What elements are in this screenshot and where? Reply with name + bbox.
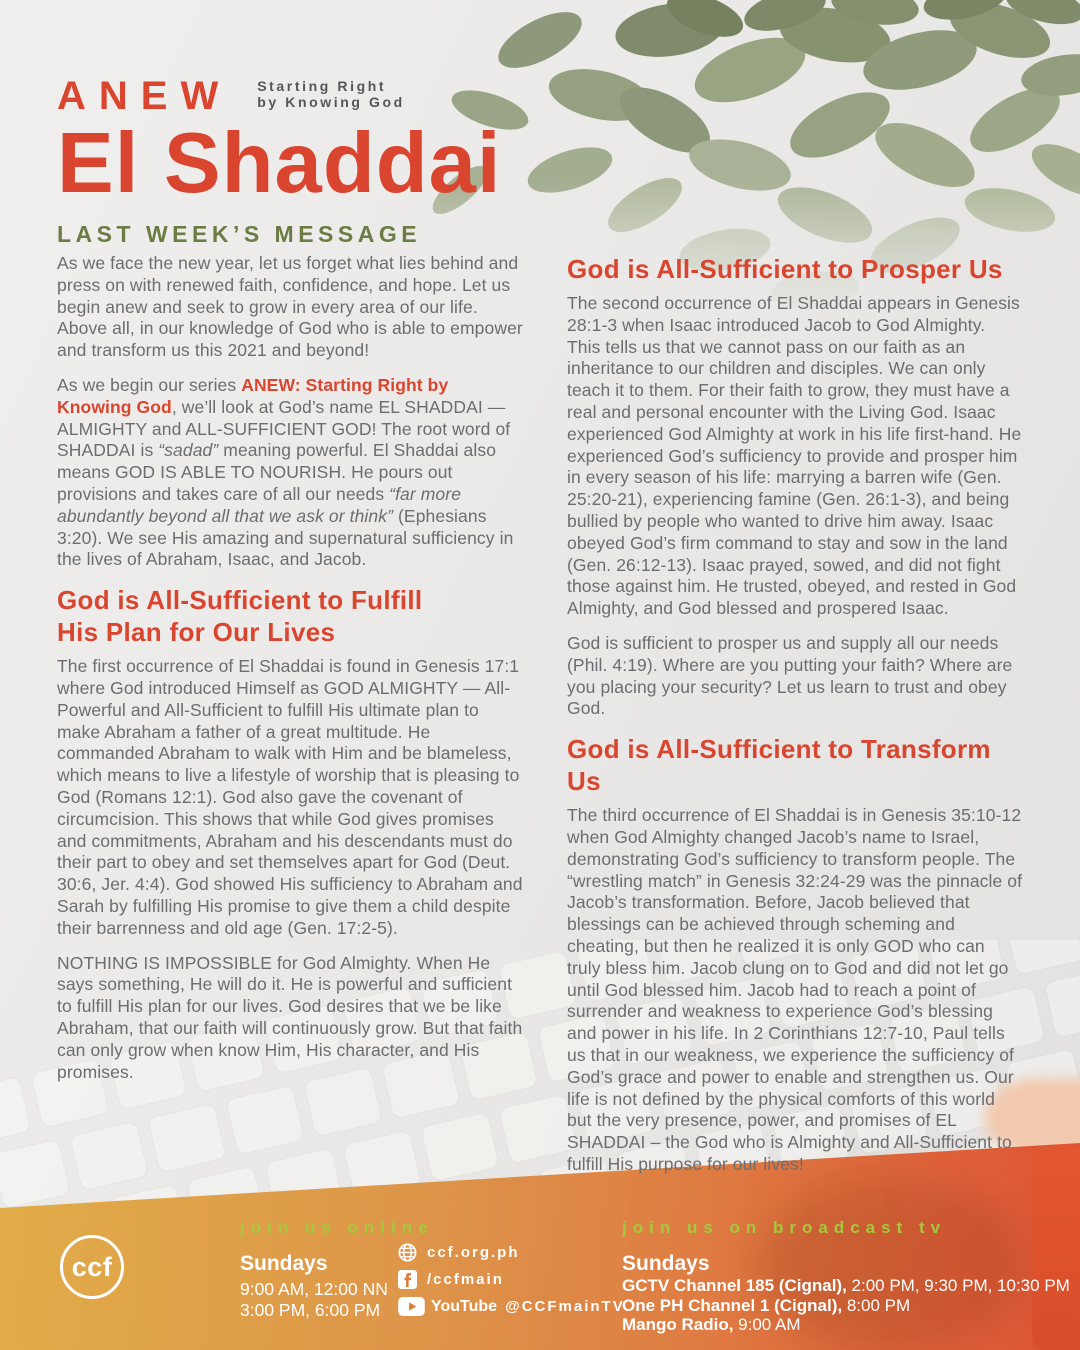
website-row [398, 1243, 625, 1262]
hebrew-word: “sadad” [158, 440, 219, 461]
body-paragraph: The second occurrence of El Shaddai appears in Genesis 28:1-3 when Isaac introduced Jacob to God Almighty. This tells us that we cannot pass on our faith as an inheritance to our children and disciples. We can only teach it to them. For their faith to grow, they must have a real and personal encounter with the Living God. Isaac experienced God Almighty at work in his life first-hand. He experienced God’s sufficiency to provide and prosper him in every season of his life: marrying a barren wife (Gen. 25:20-21), experiencing famine (Gen. 26:1-3), and being bullied by people who wanted to drive him away. Isaac obeyed God’s firm command to stay and sow in the land (Gen. 26:12-13). Isaac prayed, sowed, and did not fight those against him. He trusted, obeyed, and rested in God Almighty, and God blessed and prospered Isaac. [567, 293, 1022, 619]
channel-name: GCTV Channel 185 (Cignal), [622, 1276, 847, 1295]
channel-times: 8:00 PM [842, 1295, 911, 1315]
website-url: ccf.org.ph [427, 1244, 520, 1261]
text-run: (Ephesians 3:20). We see His amazing and supernatural sufficiency in the lives of Abraham, Isaac, and Jacob. [57, 505, 514, 570]
channel-name: One PH Channel 1 (Cignal), [622, 1295, 843, 1315]
intro-paragraph: As we face the new year, let us forget what lies behind and press on with renewed faith, confidence, and hope. Let us begin anew and seek to grow in every area of our life. Above all, in our knowledge of God who is able to empower and transform us this 2021 and beyond! [57, 253, 523, 361]
section-heading-prosper: God is All-Sufficient to Prosper Us [567, 254, 1003, 284]
ccf-logo [60, 1235, 124, 1299]
youtube-icon [398, 1297, 425, 1316]
section-heading-fulfill [57, 584, 525, 648]
youtube-handle: @CCFmainTV [505, 1298, 625, 1315]
online-day: Sundays [240, 1252, 328, 1275]
masthead [57, 76, 502, 248]
series-name-highlight: ANEW: Starting Right by Knowing God [57, 374, 449, 417]
broadcast-line [622, 1296, 1070, 1316]
facebook-handle: /ccfmain [427, 1271, 504, 1288]
series-paragraph [57, 375, 525, 571]
tagline-line2: by Knowing God [257, 94, 405, 110]
broadcast-line [622, 1276, 1070, 1296]
youtube-row [398, 1297, 625, 1316]
ccf-logo-text: ccf [71, 1251, 113, 1282]
facebook-row [398, 1270, 625, 1289]
globe-icon [398, 1243, 417, 1262]
youtube-wordmark: YouTube [431, 1297, 498, 1315]
right-column [567, 253, 1023, 1189]
heading-line: God is All-Sufficient to Fulfill [57, 585, 423, 616]
body-paragraph: The third occurrence of El Shaddai is in Genesis 35:10-12 when God Almighty changed Jacob’s name to Israel, demonstrating God’s sufficiency to transform people. The “wrestling match” in Genesis 32:24-29 was the pinnacle of Jacob’s transformation. Before, Jacob believed that blessings can be achieved through scheming and cheating, but then he realized it is only GOD who can truly bless him. Jacob clung on to God and did not let go until God blessed him. Jacob had to reach a point of surrender and weakness to experience God’s blessing and power in his life. In 2 Corinthians 12:7-10, Paul tells us that in our weakness, we experience the sufficiency of God’s grace and power to enable and strengthen us. Our life is not defined by the physical comforts of this world but the very presence, power, and promises of EL SHADDAI – the God who is Almighty and All-Sufficient to fulfill His purpose for our lives! [567, 805, 1023, 1174]
body-paragraph: The first occurrence of El Shaddai is found in Genesis 17:1 where God introduced Himself as GOD ALMIGHTY — All-Powerful and All-Sufficient to fulfill His ultimate plan to make Abraham a father of a great multitude. He commanded Abraham to walk with Him and be blameless, which means to live a lifestyle of worship that is pleasing to God (Romans 12:1). God also gave the covenant of circumcision. This shows that while God gives promises and commitments, Abraham and his descendants must do their part to obey and set themselves apart for God (Deut. 30:6, Jer. 4:4). God showed His sufficiency to Abraham and Sarah by fulfilling His promise to give them a child despite their barrenness and old age (Gen. 17:2-5). [57, 656, 523, 938]
text-run: meaning powerful. El Shaddai also means GOD IS ABLE TO NOURISH. He pours out provisions and takes care of all our needs [57, 440, 497, 504]
body-paragraph: NOTHING IS IMPOSSIBLE for God Almighty. When He says something, He will do it. He is powerful and sufficient to fulfill His plan for our lives. God desires that we be like Abraham, that our faith will continuously grow. But that faith can only grow when know Him, His character, and His promises. [57, 952, 523, 1082]
online-times-line2: 3:00 PM, 6:00 PM [240, 1300, 381, 1320]
channel-name: Mango Radio, [622, 1315, 734, 1334]
social-links [398, 1243, 625, 1324]
body-paragraph: God is sufficient to prosper us and supply all our needs (Phil. 4:19). Where are you putting your faith? Where are you placing your security? Let us learn to trust and obey God. [567, 632, 1013, 719]
message-body [57, 253, 1023, 1189]
text-run: , we’ll look at God’s name EL SHADDAI — ALMIGHTY and ALL-SUFFICIENT GOD! The root word of SHADDAI is [57, 396, 511, 461]
footer [0, 1143, 1080, 1350]
broadcast-block [622, 1218, 1070, 1335]
main-title: El Shaddai [57, 116, 502, 211]
broadcast-heading: join us on broadcast tv [622, 1218, 947, 1237]
section-heading-transform: God is All-Sufficient to Transform Us [567, 734, 991, 797]
heading-line: His Plan for Our Lives [57, 617, 336, 648]
page-subtitle: LAST WEEK’S MESSAGE [57, 220, 422, 247]
series-title: ANEW [57, 74, 232, 118]
series-tagline [257, 78, 405, 110]
join-online-heading: join us online [240, 1218, 434, 1237]
channel-times: 9:00 AM [733, 1315, 801, 1334]
facebook-icon [398, 1270, 417, 1289]
text-run: As we begin our series [57, 374, 242, 395]
broadcast-day: Sundays [622, 1252, 710, 1275]
broadcast-line [622, 1315, 1070, 1335]
scripture-quote: “far more abundantly beyond all that we ask or think” [57, 483, 462, 526]
channel-times: 2:00 PM, 9:30 PM, 10:30 PM [846, 1276, 1070, 1295]
online-times-line1: 9:00 AM, 12:00 NN [240, 1279, 388, 1299]
tagline-line1: Starting Right [257, 78, 387, 94]
left-column [57, 253, 525, 1189]
